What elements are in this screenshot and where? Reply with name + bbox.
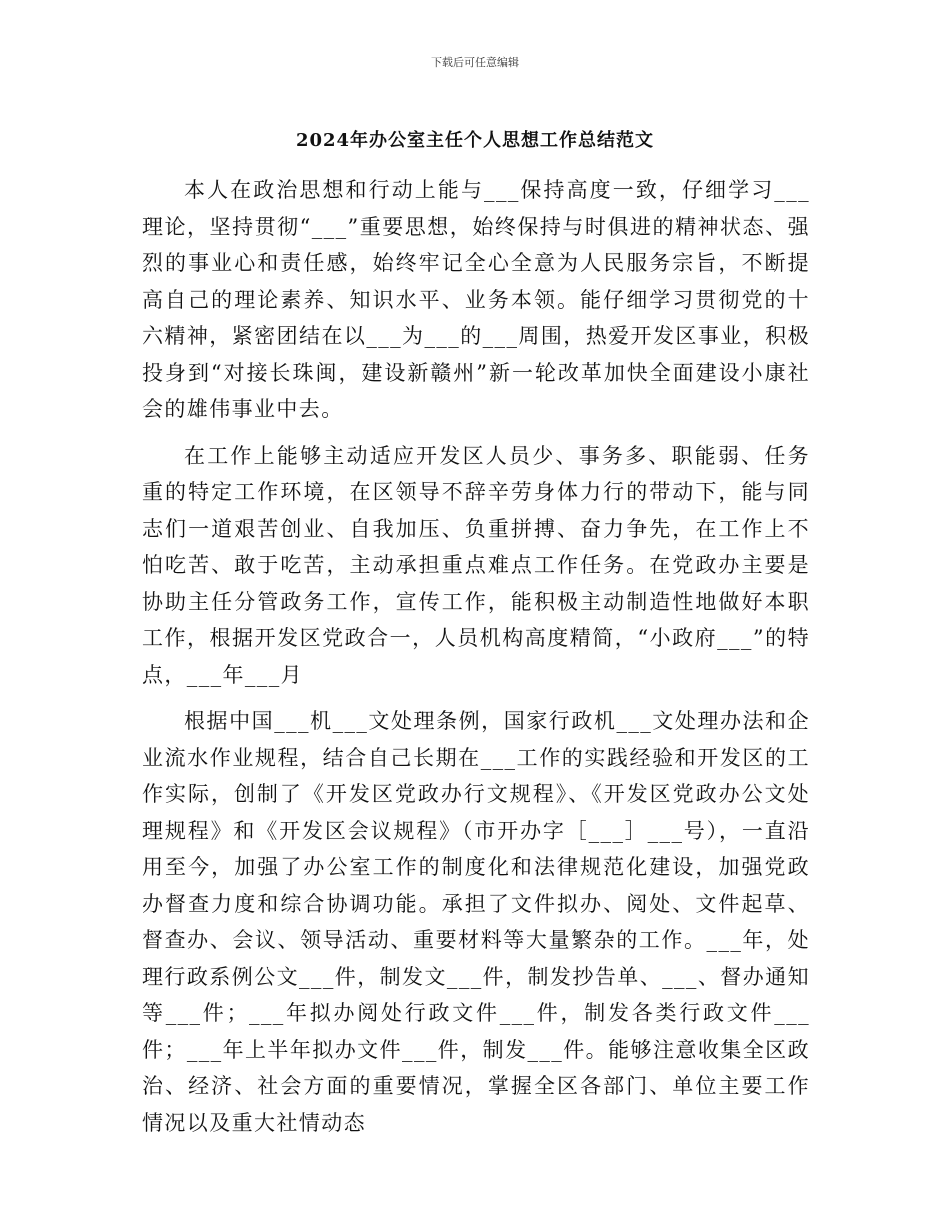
paragraph-3: 根据中国___机___文处理条例，国家行政机___文处理办法和企业流水作业规程，结合自己长期在___工作的实践经验和开发区的工作实际，创制了《开发区党政办行文规程》、《开发区党政办公文处理规程》和《开发区会议规程》（市开办字［___］___号），一直沿用至今，加强了办公室工作的制度化和法律规范化建设，加强党政办督查力度和综合协调功能。承担了文件拟办、阅处、文件起草、督查办、会议、领导活动、重要材料等大量繁杂的工作。___年，处理行政系例公文___件，制发文___件，制发抄告单、___、督办通知等___件；___年拟办阅处行政文件___件，制发各类行政文件___件；___年上半年拟办文件___件，制发___件。能够注意收集全区政治、经济、社会方面的重要情况，掌握全区各部门、单位主要工作情况以及重大社情动态 (142, 709, 810, 1135)
document-title: 2024年办公室主任个人思想工作总结范文 (295, 130, 655, 151)
document-body (142, 172, 810, 1151)
paragraph-1: 本人在政治思想和行动上能与___保持高度一致，仔细学习___理论，坚持贯彻“___”重要思想，始终保持与时俱进的精神状态、强烈的事业心和责任感，始终牢记全心全意为人民服务宗旨，不断提高自己的理论素养、知识水平、业务本领。能仔细学习贯彻党的十六精神，紧密团结在以___为___的___周围，热爱开发区事业，积极投身到“对接长珠闽，建设新赣州”新一轮改革加快全面建设小康社会的雄伟事业中去。 (142, 178, 810, 421)
header-note: 下载后可任意编辑 (431, 56, 519, 69)
paragraph-2: 在工作上能够主动适应开发区人员少、事务多、职能弱、任务重的特定工作环境，在区领导不辞辛劳身体力行的带动下，能与同志们一道艰苦创业、自我加压、负重拼搏、奋力争先，在工作上不怕吃苦、敢于吃苦，主动承担重点难点工作任务。在党政办主要是协助主任分管政务工作，宣传工作，能积极主动制造性地做好本职工作，根据开发区党政合一，人员机构高度精简，“小政府___”的特点，___年___月 (142, 443, 810, 687)
